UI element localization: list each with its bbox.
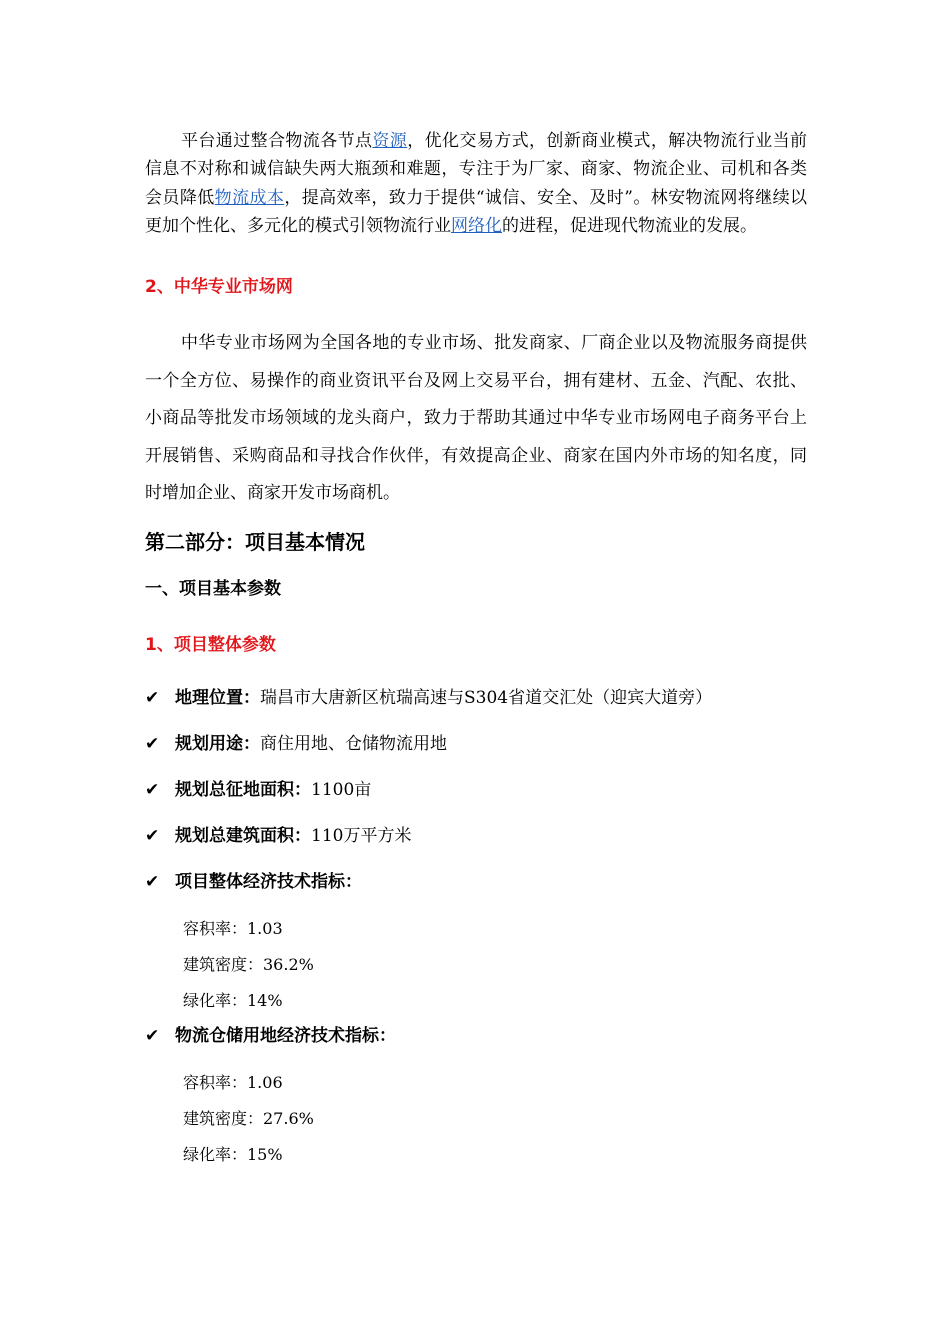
check-icon: ✔ [145, 734, 160, 754]
section2-heading: 2、中华专业市场网 [145, 277, 293, 297]
bullet-overall-indicators [145, 870, 362, 894]
intro-text-1: 平台通过整合物流各节点 [181, 131, 373, 151]
bullet-label: 规划用途： [175, 734, 260, 754]
bullet-logistics-indicators [145, 1024, 396, 1048]
bullet-label: 规划总建筑面积： [175, 826, 311, 846]
logistics-building-density: 建筑密度：27.6% [183, 1109, 314, 1128]
link-resources[interactable]: 资源 [372, 131, 408, 151]
bullet-land-area [145, 778, 371, 802]
check-icon: ✔ [145, 1026, 160, 1046]
overall-plot-ratio: 容积率：1.03 [183, 919, 283, 938]
subsection-title: 一、项目基本参数 [145, 579, 281, 599]
overall-building-density: 建筑密度：36.2% [183, 955, 314, 974]
bullet-label: 规划总征地面积： [175, 780, 311, 800]
bullet-label: 地理位置： [175, 688, 260, 708]
intro-text-2: ，优化交易方式，创新商业模式，解决物流行业当前信息不对称和诚信缺失两大瓶颈和难题，专注于为厂家、商家、物流企业、司机和各类会员降低 [145, 131, 808, 208]
bullet-value: 瑞昌市大唐新区杭瑞高速与S304省道交汇处（迎宾大道旁） [260, 688, 713, 708]
logistics-plot-ratio: 容积率：1.06 [183, 1073, 283, 1092]
bullet-building-area [145, 824, 411, 848]
bullet-planned-use [145, 732, 447, 756]
bullet-value: 1100亩 [311, 780, 372, 800]
logistics-green-ratio: 绿化率：15% [183, 1145, 283, 1164]
link-logistics-cost[interactable]: 物流成本 [214, 187, 285, 208]
part-title: 第二部分：项目基本情况 [145, 530, 365, 554]
bullet-location [145, 686, 712, 710]
bullet-label: 项目整体经济技术指标： [175, 872, 362, 892]
check-icon: ✔ [145, 780, 160, 800]
intro-paragraph [145, 127, 807, 241]
bullet-label: 物流仓储用地经济技术指标： [175, 1026, 396, 1046]
link-networking[interactable]: 网络化 [451, 216, 502, 237]
bullet-value: 110万平方米 [311, 826, 412, 846]
check-icon: ✔ [145, 688, 160, 708]
bullet-value: 商住用地、仓储物流用地 [260, 734, 447, 754]
check-icon: ✔ [145, 826, 160, 846]
intro-text-3: ，提高效率，致力于提供“诚信、安全、及时”。林安物流网将继续以更加个性化、多元化的模式引领物流行业 [145, 187, 808, 237]
section2-paragraph [145, 325, 807, 513]
item-heading: 1、项目整体参数 [145, 635, 276, 655]
overall-green-ratio: 绿化率：14% [183, 991, 283, 1010]
intro-text-4: 的进程，促进现代物流业的发展。 [502, 216, 757, 237]
check-icon: ✔ [145, 872, 160, 892]
section2-body: 中华专业市场网为全国各地的专业市场、批发商家、厂商企业以及物流服务商提供一个全方位、易操作的商业资讯平台及网上交易平台，拥有建材、五金、汽配、农批、小商品等批发市场领域的龙头商户，致力于帮助其通过中华专业市场网电子商务平台上开展销售、采购商品和寻找合作伙伴，有效提高企业、商家在国内外市场的知名度，同时增加企业、商家开发市场商机。 [145, 333, 807, 504]
